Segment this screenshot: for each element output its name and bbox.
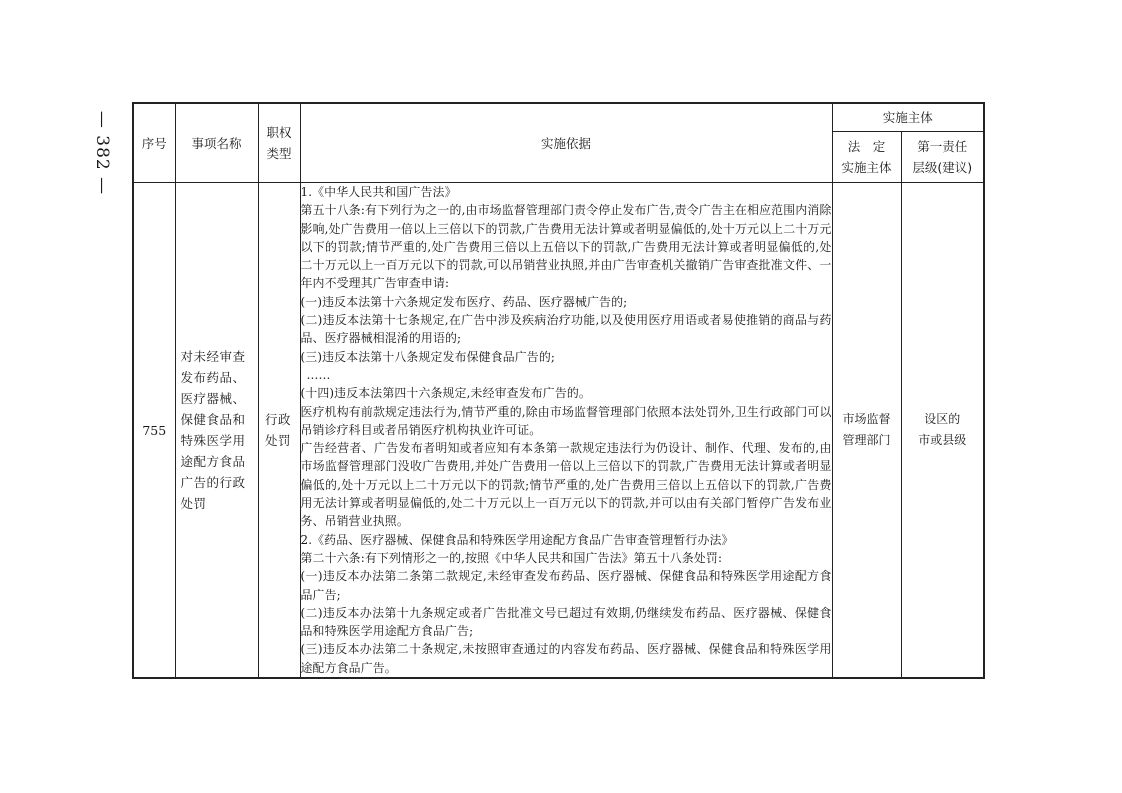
header-legal-subject: 法 定 实施主体 bbox=[832, 132, 901, 183]
basis-line: (二)违反本办法第十九条规定或者广告批准文号已超过有效期,仍继续发布药品、医疗器械、保健食品和特殊医学用途配方食品广告; bbox=[300, 605, 832, 639]
header-item-name: 事项名称 bbox=[175, 103, 258, 183]
header-subject: 实施主体 bbox=[832, 103, 984, 132]
table-row bbox=[133, 183, 984, 679]
header-row-top bbox=[133, 103, 984, 132]
header-basis: 实施依据 bbox=[300, 103, 832, 183]
basis-line: (十四)违反本法第四十六条规定,未经审查发布广告的。 bbox=[300, 386, 591, 401]
basis-line: 2.《药品、医疗器械、保健食品和特殊医学用途配方食品广告审查管理暂行办法》 bbox=[300, 532, 734, 547]
row-basis bbox=[300, 183, 832, 679]
basis-line: 医疗机构有前款规定违法行为,情节严重的,除由市场监督管理部门依照本法处罚外,卫生行政部门可以吊销诊疗科目或者吊销医疗机构执业许可证。 bbox=[300, 404, 832, 437]
item-table bbox=[132, 102, 985, 679]
header-power-type: 职权 类型 bbox=[258, 103, 300, 183]
row-legal-subject: 市场监督管理部门 bbox=[832, 183, 901, 679]
basis-line: (二)违反本法第十七条规定,在广告中涉及疾病治疗功能,以及使用医疗用语或者易使推销的商品与药品、医疗器械相混淆的用语的; bbox=[300, 313, 832, 346]
basis-line: 1.《中华人民共和国广告法》 bbox=[300, 185, 457, 199]
basis-line: (一)违反本法第十六条规定发布医疗、药品、医疗器械广告的; bbox=[300, 294, 628, 309]
row-item-name: 对未经审查发布药品、医疗器械、保健食品和特殊医学用途配方食品广告的行政处罚 bbox=[175, 183, 258, 679]
basis-line: …… bbox=[306, 367, 331, 382]
row-seq: 755 bbox=[133, 183, 175, 679]
basis-line: (一)违反本办法第二条第二款规定,未经审查发布药品、医疗器械、保健食品和特殊医学用途配方食品广告; bbox=[300, 569, 832, 602]
header-first-level: 第一责任 层级(建议) bbox=[901, 132, 984, 183]
basis-line: (三)违反本法第十八条规定发布保健食品广告的; bbox=[300, 349, 556, 364]
basis-line: (三)违反本办法第二十条规定,未按照审查通过的内容发布药品、医疗器械、保健食品和特殊医学用途配方食品广告。 bbox=[300, 642, 832, 675]
page-number-text: — 382 — bbox=[92, 110, 113, 196]
row-first-level: 设区的 市或县级 bbox=[901, 183, 984, 679]
basis-line: 广告经营者、广告发布者明知或者应知有本条第一款规定违法行为仍设计、制作、代理、发布的,由市场监督管理部门没收广告费用,并处广告费用一倍以上三倍以下的罚款,广告费用无法计算或者明显偏低的,处十万元以上二十万元以下的罚款;情节严重的,处广告费用三倍以上五倍以下的罚款,广告费用无法计算或者明显偏低的,处二十万元以上一百万元以下的罚款,并可以由有关部门暂停广告发布业务、吊销营业执照。 bbox=[300, 441, 832, 529]
header-seq: 序号 bbox=[133, 103, 175, 183]
basis-line: 第五十八条:有下列行为之一的,由市场监督管理部门责令停止发布广告,责令广告主在相应范围内消除影响,处广告费用一倍以上三倍以下的罚款,广告费用无法计算或者明显偏低的,处十万元以上二十万元以下的罚款;情节严重的,处广告费用三倍以上五倍以下的罚款,广告费用无法计算或者明显偏低的,处二十万元以上一百万元以下的罚款,可以吊销营业执照,并由广告审查机关撤销广告审查批准文件、一年内不受理其广告审查申请: bbox=[300, 203, 832, 291]
page-number bbox=[80, 110, 124, 196]
row-power-type: 行政处罚 bbox=[258, 183, 300, 679]
basis-line: 第二十六条:有下列情形之一的,按照《中华人民共和国广告法》第五十八条处罚: bbox=[300, 550, 723, 565]
